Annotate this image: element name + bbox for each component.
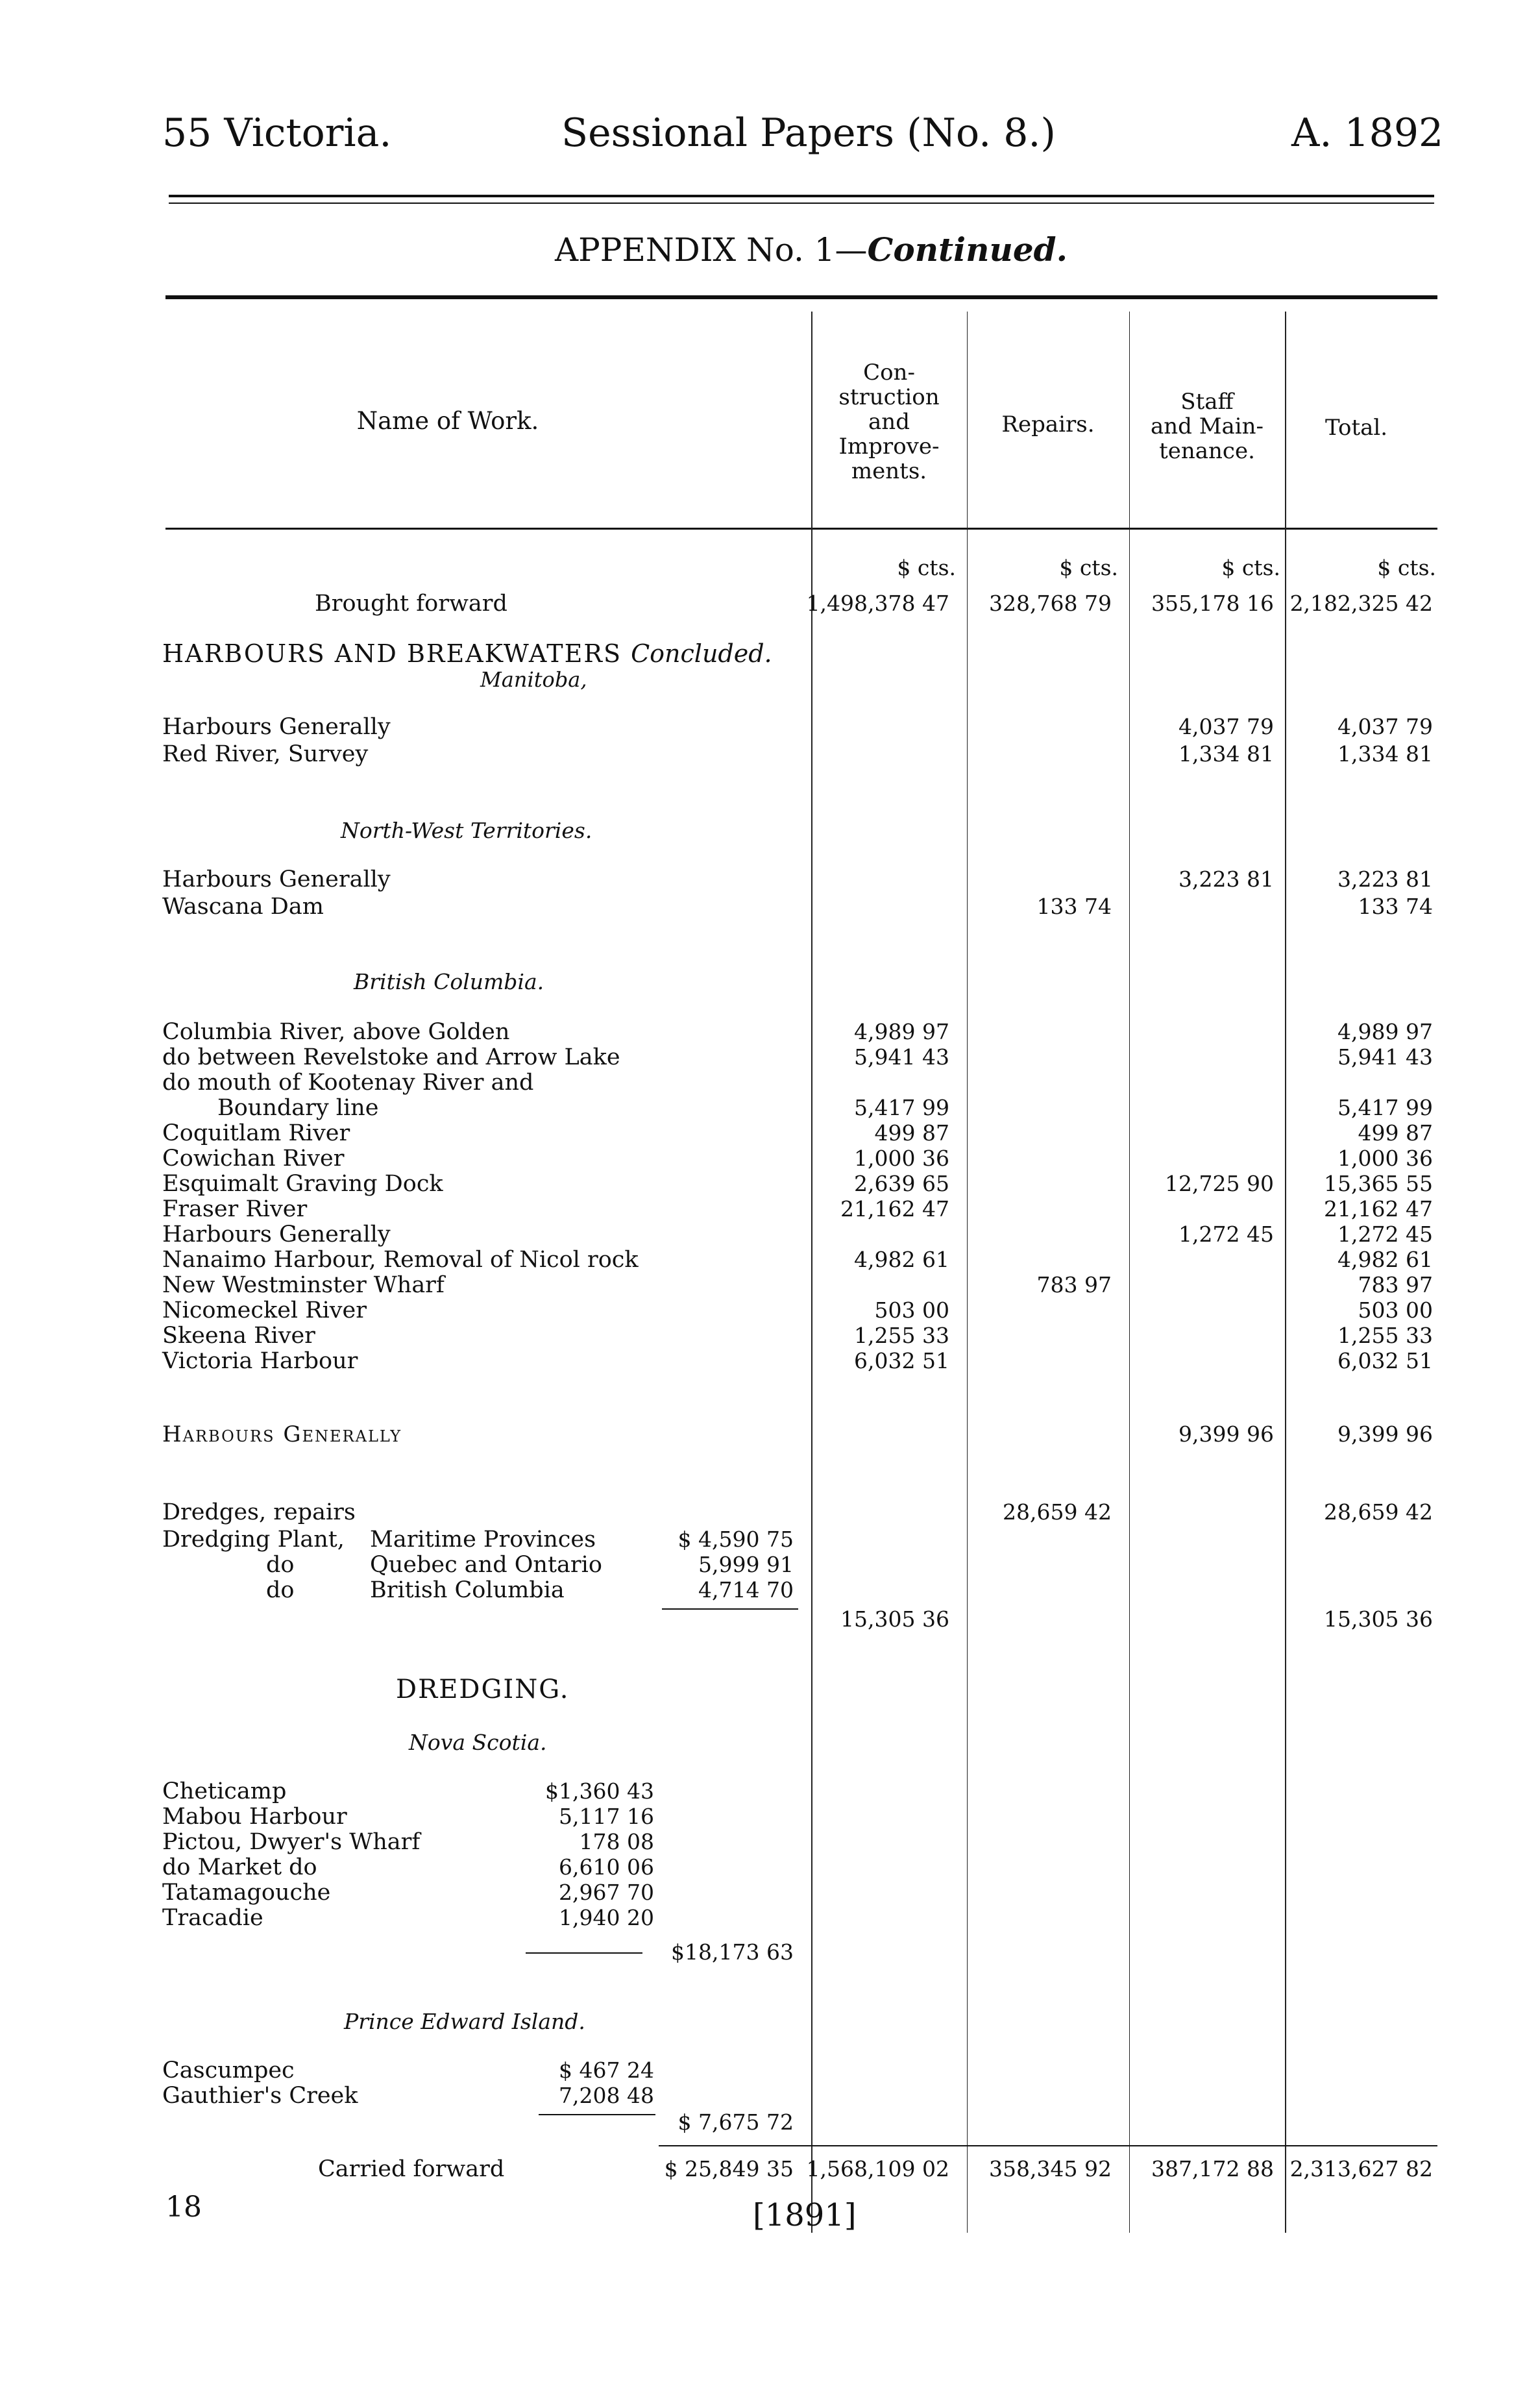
cell: 2,639 65 <box>854 1171 949 1196</box>
cell: 2,313,627 82 <box>1289 2156 1433 2181</box>
cell: 6,032 51 <box>854 1348 949 1373</box>
row-label: Tracadie <box>162 1905 263 1931</box>
cell: 2,182,325 42 <box>1289 591 1433 616</box>
row-label: British Columbia <box>370 1577 565 1603</box>
unit-c4: $ cts. <box>1377 555 1436 580</box>
row-label: Nicomeckel River <box>162 1297 367 1323</box>
cell: 1,334 81 <box>1337 741 1433 767</box>
cell: 1,272 45 <box>1337 1222 1433 1247</box>
page-number: 18 <box>165 2191 202 2224</box>
subsection-bc: British Columbia. <box>354 969 544 994</box>
row-label: Maritime Provinces <box>370 1527 596 1553</box>
col-name-header: Name of Work. <box>356 407 539 435</box>
dredging-title: DREDGING. <box>396 1675 570 1704</box>
cell: 5,117 16 <box>559 1804 654 1829</box>
cell: 358,345 92 <box>989 2156 1112 2181</box>
header-center: Sessional Papers (No. 8.) <box>561 110 1056 156</box>
cell: 355,178 16 <box>1151 591 1274 616</box>
row-label: Cheticamp <box>162 1778 287 1804</box>
row-label: New Westminster Wharf <box>162 1272 445 1298</box>
col-repairs-header: Repairs. <box>1001 412 1095 437</box>
cell: 4,989 97 <box>854 1019 949 1044</box>
cell: 5,999 91 <box>698 1552 794 1577</box>
cell: 1,000 36 <box>1337 1146 1433 1171</box>
cell: $ 4,590 75 <box>678 1527 794 1552</box>
cell: 4,037 79 <box>1337 714 1433 739</box>
ns-total: $18,173 63 <box>671 1939 794 1965</box>
harbours-generally-label: Harbours Generally <box>162 1421 402 1447</box>
row-label: do <box>266 1577 295 1603</box>
carried-rule <box>659 2145 1437 2146</box>
section-title: HARBOURS AND BREAKWATERS Concluded. <box>162 639 772 668</box>
footer-year: [1891] <box>753 2197 857 2233</box>
cell: 783 97 <box>1036 1272 1112 1297</box>
cell: 1,334 81 <box>1178 741 1274 767</box>
cell: $1,360 43 <box>545 1778 654 1804</box>
cell: 133 74 <box>1036 894 1112 919</box>
unit-c1: $ cts. <box>897 555 956 580</box>
cell: 2,967 70 <box>559 1880 654 1905</box>
row-label: Dredging Plant, <box>162 1527 345 1553</box>
cell: 1,255 33 <box>1337 1323 1433 1348</box>
row-label: Nanaimo Harbour, Removal of Nicol rock <box>162 1247 639 1273</box>
cell: 4,982 61 <box>1337 1247 1433 1272</box>
subtotal-rule <box>539 2114 655 2115</box>
col-staff-header: Staff and Main- tenance. <box>1150 389 1264 464</box>
cell: 4,989 97 <box>1337 1019 1433 1044</box>
row-label: Columbia River, above Golden <box>162 1019 510 1045</box>
row-label: Red River, Survey <box>162 741 369 767</box>
row-label: Mabou Harbour <box>162 1804 347 1830</box>
header-bottom-rule <box>165 528 1437 530</box>
subsection-pei: Prince Edward Island. <box>344 2009 585 2034</box>
row-label: Skeena River <box>162 1323 315 1349</box>
row-label: Wascana Dam <box>162 894 324 920</box>
header-rule <box>169 195 1434 197</box>
cell: 5,941 43 <box>1337 1044 1433 1070</box>
row-label: Gauthier's Creek <box>162 2083 358 2109</box>
cell: 7,208 48 <box>559 2083 654 2108</box>
cell: $ 467 24 <box>559 2058 654 2083</box>
cell: 1,940 20 <box>559 1905 654 1930</box>
row-label: Fraser River <box>162 1196 308 1222</box>
brought-forward-label: Brought forward <box>315 591 507 617</box>
cell: 6,610 06 <box>559 1854 654 1880</box>
cell: 4,714 70 <box>698 1577 794 1603</box>
row-label: Harbours Generally <box>162 1222 391 1247</box>
cell: 5,417 99 <box>1337 1095 1433 1120</box>
row-label: Cowichan River <box>162 1146 345 1172</box>
cell: 133 74 <box>1358 894 1433 919</box>
row-label: Victoria Harbour <box>162 1348 358 1374</box>
row-label: Harbours Generally <box>162 714 391 740</box>
cell: 783 97 <box>1358 1272 1433 1297</box>
cell: 28,659 42 <box>1324 1499 1433 1525</box>
cell: 6,032 51 <box>1337 1348 1433 1373</box>
cell: 499 87 <box>1358 1120 1433 1146</box>
header-left: 55 Victoria. <box>162 110 392 156</box>
cell: 387,172 88 <box>1151 2156 1274 2181</box>
cell: 9,399 96 <box>1178 1421 1274 1447</box>
cell: 28,659 42 <box>1003 1499 1112 1525</box>
col-total-header: Total. <box>1325 415 1388 441</box>
cell: 1,568,109 02 <box>806 2156 949 2181</box>
row-label: Dredges, repairs <box>162 1499 356 1525</box>
row-label: Cascumpec <box>162 2058 295 2083</box>
cell: 4,037 79 <box>1178 714 1274 739</box>
pei-total: $ 7,675 72 <box>678 2109 794 2135</box>
cell: 503 00 <box>874 1297 949 1323</box>
col-divider <box>967 312 968 2233</box>
row-label: Harbours Generally <box>162 866 391 892</box>
col-construction-header: Con- struction and Improve- ments. <box>838 360 940 484</box>
cell: 1,000 36 <box>854 1146 949 1171</box>
cell: 328,768 79 <box>989 591 1112 616</box>
appendix-title: APPENDIX No. 1—Continued. <box>555 230 1068 269</box>
cell: 15,305 36 <box>840 1606 949 1632</box>
cell: 1,255 33 <box>854 1323 949 1348</box>
row-label: do <box>266 1552 295 1578</box>
cell: 12,725 90 <box>1165 1171 1274 1196</box>
cell: 1,498,378 47 <box>806 591 949 616</box>
cell: 21,162 47 <box>840 1196 949 1222</box>
carried-forward-label: Carried forward <box>318 2156 505 2182</box>
cell: 1,272 45 <box>1178 1222 1274 1247</box>
col-divider <box>1285 312 1286 2233</box>
cell: 4,982 61 <box>854 1247 949 1272</box>
row-label: do mouth of Kootenay River and <box>162 1070 534 1096</box>
cell: $ 25,849 35 <box>664 2156 794 2181</box>
subsection-nwt: North-West Territories. <box>341 818 592 843</box>
subtotal-rule <box>662 1608 798 1610</box>
subsection-ns: Nova Scotia. <box>409 1730 547 1755</box>
subtotal-rule <box>526 1952 642 1954</box>
cell: 9,399 96 <box>1337 1421 1433 1447</box>
cell: 499 87 <box>874 1120 949 1146</box>
unit-c2: $ cts. <box>1059 555 1118 580</box>
cell: 3,223 81 <box>1178 866 1274 892</box>
unit-c3: $ cts. <box>1221 555 1280 580</box>
header-rule-thin <box>169 203 1434 204</box>
row-label: do Market do <box>162 1854 317 1880</box>
cell: 178 08 <box>579 1829 654 1854</box>
row-label: Esquimalt Graving Dock <box>162 1171 443 1197</box>
cell: 503 00 <box>1358 1297 1433 1323</box>
col-divider <box>1129 312 1130 2233</box>
header-right: A. 1892 <box>1291 110 1444 156</box>
cell: 3,223 81 <box>1337 866 1433 892</box>
cell: 15,305 36 <box>1324 1606 1433 1632</box>
row-label: Tatamagouche <box>162 1880 331 1906</box>
cell: 5,417 99 <box>854 1095 949 1120</box>
row-label: Quebec and Ontario <box>370 1552 602 1578</box>
cell: 5,941 43 <box>854 1044 949 1070</box>
row-label: Pictou, Dwyer's Wharf <box>162 1829 421 1855</box>
row-label: Coquitlam River <box>162 1120 350 1146</box>
cell: 15,365 55 <box>1324 1171 1433 1196</box>
row-label: do between Revelstoke and Arrow Lake <box>162 1044 620 1070</box>
table-top-rule <box>165 295 1437 299</box>
subsection-manitoba: Manitoba, <box>480 667 587 692</box>
row-label: Boundary line <box>217 1095 379 1121</box>
cell: 21,162 47 <box>1324 1196 1433 1222</box>
